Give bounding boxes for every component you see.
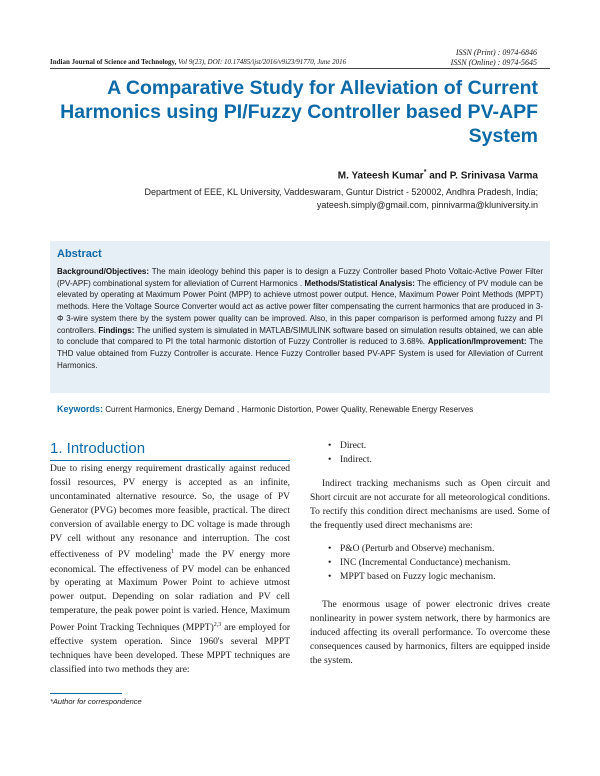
citation-2-3: 2,3 <box>213 622 222 629</box>
journal-details: Vol 9(23), DOI: 10.17485/ijst/2016/v9i23/91770, June 2016 <box>176 58 347 66</box>
author-1: M. Yateesh Kumar <box>337 170 424 182</box>
list-item: • INC (Incremental Conductance) mechanism. <box>310 557 550 571</box>
footnote: *Author for correspondence <box>50 697 142 706</box>
paper-title: A Comparative Study for Alleviation of Current Harmonics using PI/Fuzzy Controller based PV-APF System <box>60 77 538 147</box>
affiliation: Department of EEE, KL University, Vaddeswaram, Guntur District - 520002, Andhra Pradesh, India; <box>144 187 538 197</box>
abstract-application-label: Application/Improvement: <box>427 337 527 347</box>
author-2: P. Srinivasa Varma <box>449 170 538 182</box>
abstract-methods-text: The efficiency of PV module can be elevated by operating at Maximum Power Point (MPP) to achieve utmost power output. Hence, Maximum Power Point Methods (MPPT) methods. Here the Voltage Source Converter would act as active power filter compensating the current harmonics that are produced in 3-Φ 3-wire system there by the system power quality can be improved. Also, in this paper comparison is performed among fuzzy and PI controllers. <box>57 278 544 335</box>
abstract-findings-text: The unified system is simulated in MATLAB/SIMULINK software based on simulation results obtained, we can able to conclude that compared to PI the total harmonic distortion of Fuzzy Controller is reduced to 3.68%. <box>57 325 543 347</box>
abstract-body <box>57 266 543 371</box>
correspondence-mark: * <box>423 169 427 176</box>
right-column <box>310 440 550 679</box>
author-emails: yateesh.simply@gmail.com, pinnivarma@kluniversity.in <box>316 200 538 210</box>
issn-online: ISSN (Online) : 0974-5645 <box>450 58 537 67</box>
intro-paragraph-2: Indirect tracking mechanisms such as Open circuit and Short circuit are not accurate for all meteorological conditions. To rectify this condition direct mechanisms are used. Some of the frequently used direct mechanisms are: <box>310 478 550 531</box>
list-item: • MPPT based on Fuzzy logic mechanism. <box>310 571 550 585</box>
abstract-methods-label: Methods/Statistical Analysis: <box>304 278 415 288</box>
intro-paragraph-3: The enormous usage of power electronic drives create nonlinearity in power system network, there by harmonics are induced affecting its overall performance. To overcome these consequences caused by harmonics, filters are equipped inside the system. <box>310 600 550 666</box>
keywords-label: Keywords: <box>57 404 104 414</box>
intro-p1-part-b: made the PV energy more economical. The effectiveness of PV model can be enhanced by operating at Maximum Power Point to achieve utmost power output. Depending on solar radiation and PV cell temperature, the peak power point is varied. Hence, Maximum Power Point Tracking Techniques (MPPT) <box>50 550 290 634</box>
affiliation-block <box>144 186 538 212</box>
direct-mechanisms-list <box>310 543 550 585</box>
section-heading-introduction: 1. Introduction <box>50 440 146 457</box>
list-item: • P&O (Perturb and Observe) mechanism. <box>310 543 550 557</box>
citation-1: 1 <box>171 549 175 556</box>
list-item: • Indirect. <box>310 454 550 468</box>
issn-block <box>451 48 537 68</box>
abstract-bg-text: The main ideology behind this paper is to design a Fuzzy Controller based Photo Voltaic-Active Power Filter (PV-APF) combinational system for alleviation of Current Harmonics . <box>57 267 543 288</box>
mppt-method-types-list <box>310 440 550 468</box>
keywords-line <box>57 404 473 414</box>
left-column <box>50 463 290 678</box>
journal-name: Indian Journal of Science and Technology, <box>50 58 177 66</box>
keywords-text: Current Harmonics, Energy Demand , Harmonic Distortion, Power Quality, Renewable Energy Reserves <box>103 405 474 414</box>
intro-p1-part-c: are employed for effective system operation. Since 1960's several MPPT techniques have been developed. These MPPT techniques are classified into two methods they are: <box>50 623 291 675</box>
issn-print: ISSN (Print) : 0974-6846 <box>455 48 537 57</box>
list-item: • Direct. <box>310 440 550 454</box>
intro-p1-part-a: Due to rising energy requirement drastically against reduced fossil resources, PV energy is accepted as an infinite, uncontaminated alternative resource. So, the usage of PV Generator (PVG) becomes more feasible, practical. The direct conversion of available energy to DC voltage is made through PV cell without any resonance and interruption. The cost effectiveness of PV modeling <box>50 464 290 561</box>
journal-citation <box>50 58 346 66</box>
footnote-divider <box>50 693 122 694</box>
abstract-heading: Abstract <box>57 248 102 260</box>
intro-paragraph-1 <box>50 463 290 678</box>
abstract-findings-label: Findings: <box>98 325 135 335</box>
author-line <box>338 169 538 181</box>
abstract-application-text: The THD value obtained from Fuzzy Controller is accurate. Hence Fuzzy Controller based PV-APF System is used for Alleviation of Current Harmonics. <box>57 337 543 370</box>
header-divider <box>50 68 550 69</box>
author-separator: and <box>426 170 450 182</box>
abstract-bg-label: Background/Objectives: <box>57 267 150 276</box>
section-heading-underline <box>50 460 290 461</box>
